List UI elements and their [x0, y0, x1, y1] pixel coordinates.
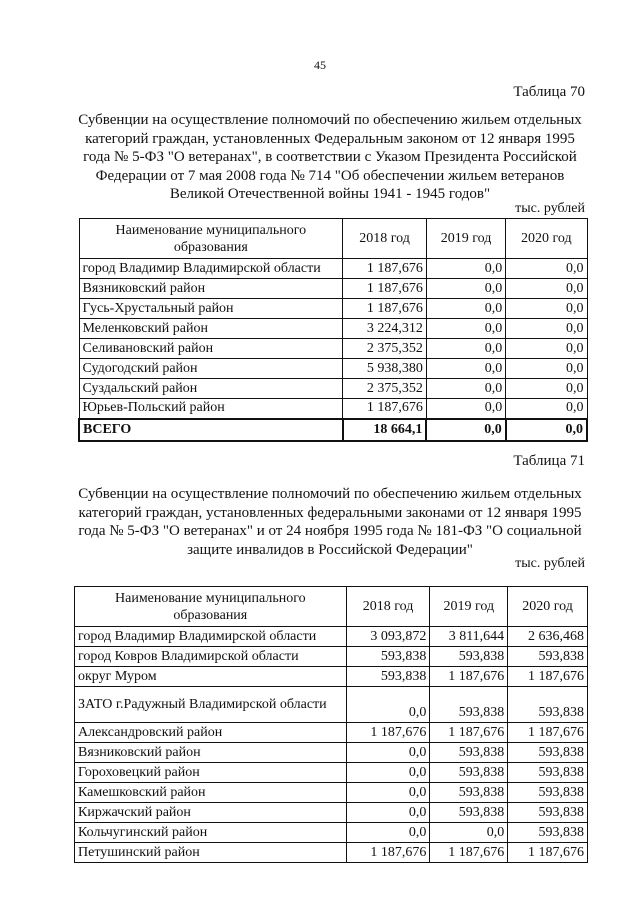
table-row [75, 823, 588, 843]
cell-value: 0,0 [430, 823, 508, 843]
header-2019: 2019 год [430, 587, 508, 627]
cell-name: округ Муром [75, 667, 347, 687]
table-row [79, 359, 587, 379]
table-70 [78, 218, 588, 442]
cell-value: 0,0 [426, 279, 505, 299]
cell-value: 0,0 [506, 319, 587, 339]
header-name: Наименование муниципального образования [79, 219, 343, 259]
title-line: года № 5-ФЗ "О ветеранах", в соответствии с Указом Президента Российской [83, 149, 577, 165]
cell-value: 1 187,676 [430, 843, 508, 863]
total-row [79, 419, 587, 441]
title-line: Субвенции на осуществление полномочий по обеспечению жильем отдельных [78, 112, 582, 128]
table-71-label: Таблица 71 [513, 453, 585, 469]
cell-name: Меленковский район [79, 319, 343, 339]
cell-value: 0,0 [506, 279, 587, 299]
cell-value: 5 938,380 [343, 359, 427, 379]
total-label: ВСЕГО [79, 419, 343, 441]
table-70-unit: тыс. рублей [515, 201, 585, 216]
cell-name: Гусь-Хрустальный район [79, 299, 343, 319]
table-row [75, 763, 588, 783]
cell-value: 593,838 [430, 687, 508, 723]
table-row [75, 743, 588, 763]
cell-name: Юрьев-Польский район [79, 399, 343, 419]
header-2019: 2019 год [426, 219, 505, 259]
table-row [75, 783, 588, 803]
cell-value: 0,0 [506, 299, 587, 319]
cell-value: 1 187,676 [343, 399, 427, 419]
cell-value: 2 636,468 [508, 627, 588, 647]
table-70-body [79, 259, 587, 419]
header-2018: 2018 год [343, 219, 427, 259]
cell-value: 1 187,676 [430, 667, 508, 687]
cell-value: 0,0 [506, 339, 587, 359]
cell-value: 0,0 [346, 783, 430, 803]
header-name: Наименование муниципального образования [75, 587, 347, 627]
cell-value: 593,838 [508, 803, 588, 823]
table-row [75, 627, 588, 647]
total-2020: 0,0 [506, 419, 587, 441]
title-line: года № 5-ФЗ "О ветеранах" и от 24 ноября 1995 года № 181-ФЗ "О социальной [78, 523, 582, 539]
cell-value: 0,0 [346, 763, 430, 783]
cell-value: 593,838 [346, 647, 430, 667]
cell-value: 0,0 [346, 687, 430, 723]
cell-name: Александровский район [75, 723, 347, 743]
cell-value: 1 187,676 [508, 843, 588, 863]
cell-value: 3 093,872 [346, 627, 430, 647]
cell-name: Судогодский район [79, 359, 343, 379]
cell-value: 593,838 [508, 763, 588, 783]
cell-value: 593,838 [430, 647, 508, 667]
cell-name: город Владимир Владимирской области [79, 259, 343, 279]
cell-value: 0,0 [426, 339, 505, 359]
cell-value: 1 187,676 [346, 723, 430, 743]
cell-value: 0,0 [426, 399, 505, 419]
table-row [79, 299, 587, 319]
table-row [75, 843, 588, 863]
cell-value: 593,838 [430, 743, 508, 763]
cell-value: 0,0 [346, 803, 430, 823]
cell-name: Вязниковский район [79, 279, 343, 299]
cell-value: 593,838 [508, 783, 588, 803]
table-71 [74, 586, 588, 863]
title-line: Субвенции на осуществление полномочий по обеспечению жильем отдельных [78, 486, 582, 502]
table-row [79, 399, 587, 419]
cell-value: 3 224,312 [343, 319, 427, 339]
cell-value: 1 187,676 [508, 723, 588, 743]
title-line: категорий граждан, установленных Федеральным законом от 12 января 1995 [85, 130, 575, 147]
cell-value: 593,838 [508, 687, 588, 723]
table-70-title [40, 111, 620, 204]
cell-value: 593,838 [508, 647, 588, 667]
cell-value: 1 187,676 [343, 279, 427, 299]
cell-value: 1 187,676 [508, 667, 588, 687]
cell-name: Камешковский район [75, 783, 347, 803]
cell-value: 0,0 [506, 399, 587, 419]
title-line: Великой Отечественной войны 1941 - 1945 годов" [169, 186, 491, 202]
cell-value: 0,0 [346, 823, 430, 843]
cell-value: 593,838 [430, 803, 508, 823]
cell-name: Селивановский район [79, 339, 343, 359]
cell-value: 0,0 [506, 359, 587, 379]
cell-value: 0,0 [426, 359, 505, 379]
table-71-unit: тыс. рублей [515, 556, 585, 571]
page-number: 45 [314, 58, 326, 72]
header-2020: 2020 год [508, 587, 588, 627]
table-row [75, 803, 588, 823]
title-line: защите инвалидов в Российской Федерации" [187, 541, 473, 558]
total-2019: 0,0 [426, 419, 505, 441]
table-row [79, 319, 587, 339]
cell-value: 0,0 [506, 379, 587, 399]
table-71-body [75, 627, 588, 863]
cell-name: город Владимир Владимирской области [75, 627, 347, 647]
cell-value: 3 811,644 [430, 627, 508, 647]
cell-value: 1 187,676 [343, 299, 427, 319]
title-line: категорий граждан, установленных федеральными законами от 12 января 1995 [78, 504, 582, 521]
table-row [75, 647, 588, 667]
cell-value: 593,838 [430, 783, 508, 803]
cell-value: 593,838 [430, 763, 508, 783]
table-row [79, 339, 587, 359]
table-row [79, 379, 587, 399]
header-2018: 2018 год [346, 587, 430, 627]
cell-name: Суздальский район [79, 379, 343, 399]
cell-value: 1 187,676 [346, 843, 430, 863]
table-row [75, 723, 588, 743]
cell-value: 2 375,352 [343, 379, 427, 399]
cell-value: 1 187,676 [343, 259, 427, 279]
cell-value: 0,0 [426, 379, 505, 399]
title-line: Федерации от 7 мая 2008 года № 714 "Об обеспечении жильем ветеранов [95, 167, 565, 184]
cell-name: Гороховецкий район [75, 763, 347, 783]
cell-name: Кольчугинский район [75, 823, 347, 843]
cell-name: ЗАТО г.Радужный Владимирской области [75, 687, 347, 723]
cell-value: 0,0 [426, 319, 505, 339]
cell-name: город Ковров Владимирской области [75, 647, 347, 667]
table-row [79, 279, 587, 299]
cell-name: Вязниковский район [75, 743, 347, 763]
table-row [75, 667, 588, 687]
table-row [79, 259, 587, 279]
table-70-label: Таблица 70 [513, 84, 585, 100]
cell-name: Киржачский район [75, 803, 347, 823]
header-2020: 2020 год [506, 219, 587, 259]
cell-value: 0,0 [346, 743, 430, 763]
table-71-title [40, 485, 620, 559]
cell-value: 0,0 [506, 259, 587, 279]
cell-value: 0,0 [426, 299, 505, 319]
table-row [75, 687, 588, 723]
total-2018: 18 664,1 [343, 419, 427, 441]
cell-name: Петушинский район [75, 843, 347, 863]
cell-value: 593,838 [346, 667, 430, 687]
cell-value: 2 375,352 [343, 339, 427, 359]
cell-value: 1 187,676 [430, 723, 508, 743]
cell-value: 593,838 [508, 823, 588, 843]
cell-value: 593,838 [508, 743, 588, 763]
cell-value: 0,0 [426, 259, 505, 279]
